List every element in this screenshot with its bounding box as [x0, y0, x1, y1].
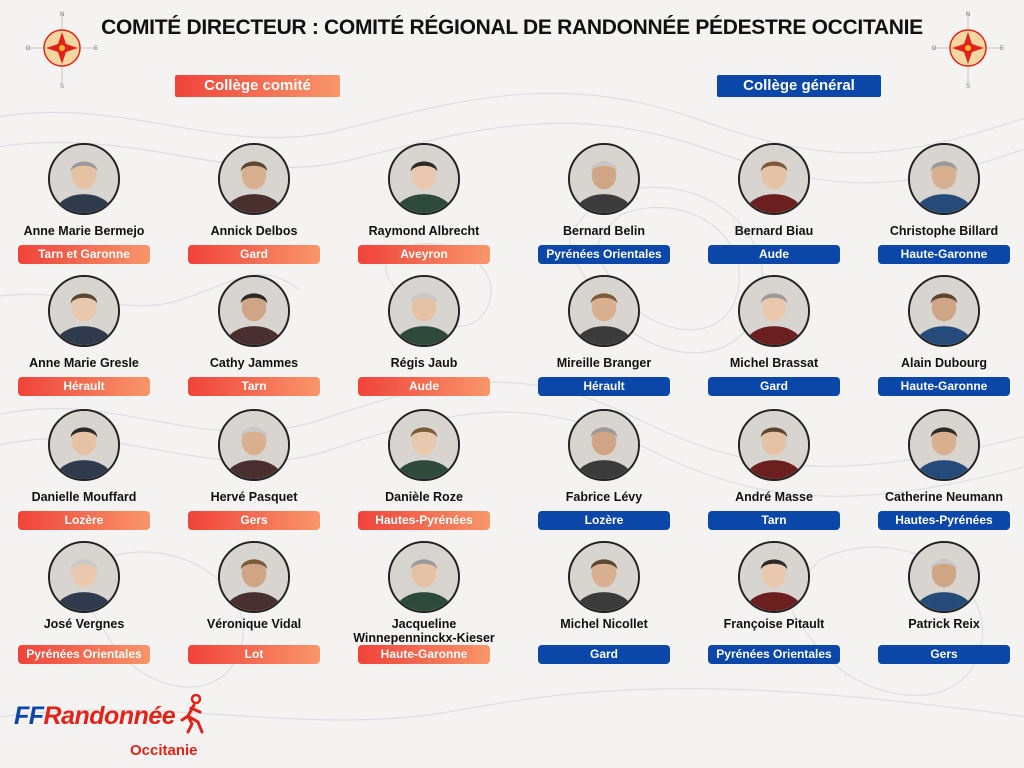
logo-wordmark: FFRandonnée [14, 702, 176, 730]
member-name: Françoise Pitault [723, 617, 825, 631]
compass-south-label: S [965, 84, 971, 88]
member-photo [568, 143, 640, 215]
member-name: Danièle Roze [385, 490, 463, 504]
member-department-badge: Tarn et Garonne [18, 245, 150, 264]
member-department-badge: Aveyron [358, 245, 490, 264]
member-name: Régis Jaub [390, 356, 458, 370]
member-photo [48, 143, 120, 215]
member-department-badge: Hautes-Pyrénées [358, 511, 490, 530]
member-department-badge: Aude [708, 245, 840, 264]
member-photo [568, 541, 640, 613]
compass-east-label: E [93, 46, 99, 52]
member-department-badge: Gers [878, 645, 1010, 664]
member-department-badge: Lozère [18, 511, 150, 530]
member-name: Danielle Mouffard [31, 490, 137, 504]
member-department-badge: Hautes-Pyrénées [878, 511, 1010, 530]
member-photo [48, 541, 120, 613]
member-department-badge: Lozère [538, 511, 670, 530]
member-photo [218, 143, 290, 215]
compass-west-label: O [25, 46, 31, 52]
member-department-badge: Haute-Garonne [878, 377, 1010, 396]
member-department-badge: Haute-Garonne [358, 645, 490, 664]
compass-west-label: O [931, 46, 937, 52]
member-department-badge: Tarn [188, 377, 320, 396]
compass-east-label: E [999, 46, 1005, 52]
member-photo [388, 275, 460, 347]
member-name: Christophe Billard [889, 224, 999, 238]
member-name: Anne Marie Bermejo [23, 224, 145, 238]
member-name: Bernard Belin [563, 224, 645, 238]
member-photo [388, 409, 460, 481]
member-department-badge: Gard [538, 645, 670, 664]
member-name: Véronique Vidal [206, 617, 302, 631]
member-photo [908, 143, 980, 215]
member-photo [568, 275, 640, 347]
member-name: Alain Dubourg [900, 356, 988, 370]
member-name: Annick Delbos [210, 224, 298, 238]
college-comite-banner: Collège comité [175, 75, 340, 97]
member-photo [388, 541, 460, 613]
member-photo [48, 409, 120, 481]
member-department-badge: Hérault [18, 377, 150, 396]
member-photo [218, 275, 290, 347]
member-photo [738, 409, 810, 481]
compass-south-label: S [59, 84, 65, 88]
compass-north-label: N [965, 12, 971, 18]
page-title: COMITÉ DIRECTEUR : COMITÉ RÉGIONAL DE RANDONNÉE PÉDESTRE OCCITANIE [101, 16, 923, 39]
college-general-banner: Collège général [717, 75, 881, 97]
member-photo [218, 409, 290, 481]
member-name: José Vergnes [43, 617, 125, 631]
logo-region: Occitanie [130, 742, 198, 759]
member-name: Cathy Jammes [209, 356, 299, 370]
member-department-badge: Gard [188, 245, 320, 264]
member-name: André Masse [735, 490, 813, 504]
member-department-badge: Aude [358, 377, 490, 396]
member-department-badge: Pyrénées Orientales [538, 245, 670, 264]
member-department-badge: Tarn [708, 511, 840, 530]
member-photo [908, 409, 980, 481]
member-name: Michel Brassat [729, 356, 819, 370]
member-department-badge: Pyrénées Orientales [18, 645, 150, 664]
member-department-badge: Pyrénées Orientales [708, 645, 840, 664]
member-photo [738, 275, 810, 347]
member-name: Mireille Branger [556, 356, 652, 370]
ffrandonnee-logo [14, 694, 214, 764]
member-name: Fabrice Lévy [565, 490, 643, 504]
member-name: Raymond Albrecht [368, 224, 480, 238]
compass-north-label: N [59, 12, 65, 18]
member-name: Catherine Neumann [884, 490, 1004, 504]
member-name: Jacqueline Winnepenninckx-Kieser [353, 617, 495, 645]
member-department-badge: Gers [188, 511, 320, 530]
member-photo [568, 409, 640, 481]
member-photo [908, 541, 980, 613]
member-department-badge: Lot [188, 645, 320, 664]
member-name: Anne Marie Gresle [29, 356, 139, 370]
member-name: Hervé Pasquet [210, 490, 298, 504]
walker-icon [174, 694, 208, 734]
member-department-badge: Haute-Garonne [878, 245, 1010, 264]
member-photo [738, 143, 810, 215]
member-photo [738, 541, 810, 613]
member-name: Patrick Reix [908, 617, 980, 631]
member-name: Bernard Biau [734, 224, 814, 238]
member-name: Michel Nicollet [560, 617, 648, 631]
member-department-badge: Hérault [538, 377, 670, 396]
member-photo [908, 275, 980, 347]
member-photo [218, 541, 290, 613]
member-photo [388, 143, 460, 215]
member-department-badge: Gard [708, 377, 840, 396]
member-photo [48, 275, 120, 347]
